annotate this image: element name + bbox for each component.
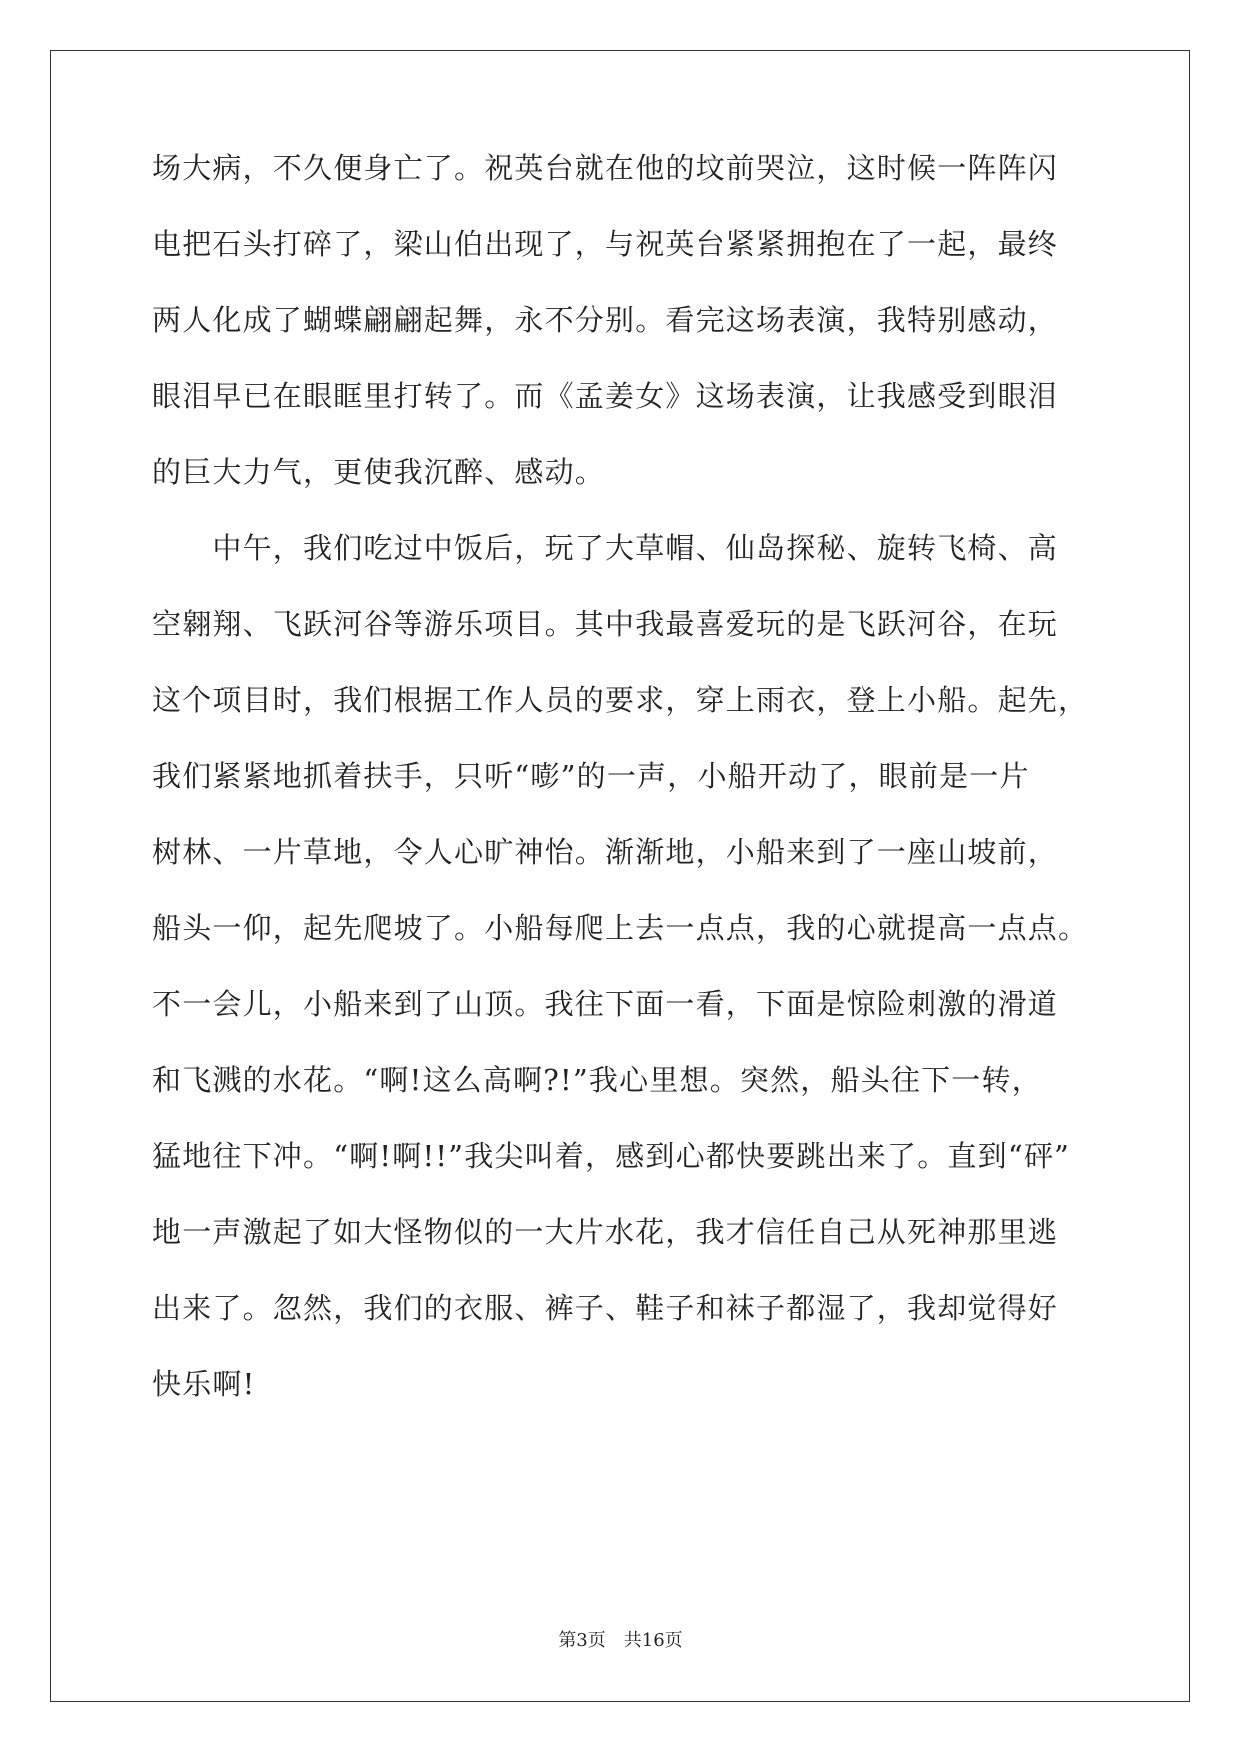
text-line: 地一声激起了如大怪物似的一大片水花，我才信任自己从死神那里逃 — [152, 1215, 1059, 1249]
text-line: 的巨大力气，更使我沉醉、感动。 — [152, 455, 606, 489]
text-line: 我们紧紧地抓着扶手，只听“嘭”的一声，小船开动了，眼前是一片 — [152, 759, 1030, 793]
page-total: 共16页 — [623, 1630, 683, 1651]
text-line: 空翱翔、飞跃河谷等游乐项目。其中我最喜爱玩的是飞跃河谷，在玩 — [152, 607, 1059, 641]
text-line: 快乐啊! — [152, 1367, 256, 1401]
text-line: 电把石头打碎了，梁山伯出现了，与祝英台紧紧拥抱在了一起，最终 — [152, 227, 1059, 261]
text-line: 两人化成了蝴蝶翩翩起舞，永不分别。看完这场表演，我特别感动， — [152, 303, 1059, 337]
text-line: 和飞溅的水花。“啊!这么高啊?!”我心里想。突然，船头往下一转， — [152, 1063, 1042, 1097]
text-line: 场大病，不久便身亡了。祝英台就在他的坟前哭泣，这时候一阵阵闪 — [152, 151, 1059, 185]
text-line: 船头一仰，起先爬坡了。小船每爬上去一点点，我的心就提高一点点。 — [152, 911, 1089, 945]
text-line: 树林、一片草地，令人心旷神怡。渐渐地，小船来到了一座山坡前， — [152, 835, 1059, 869]
page-footer — [0, 1626, 1241, 1652]
text-line: 不一会儿，小船来到了山顶。我往下面一看，下面是惊险刺激的滑道 — [152, 987, 1059, 1021]
text-line: 出来了。忽然，我们的衣服、裤子、鞋子和袜子都湿了，我却觉得好 — [152, 1291, 1059, 1325]
text-line: 猛地往下冲。“啊!啊!!”我尖叫着，感到心都快要跳出来了。直到“砰” — [152, 1139, 1071, 1173]
text-line: 眼泪早已在眼眶里打转了。而《孟姜女》这场表演，让我感受到眼泪 — [152, 379, 1059, 413]
text-line: 这个项目时，我们根据工作人员的要求，穿上雨衣，登上小船。起先， — [152, 683, 1089, 717]
page-number: 第3页 — [558, 1630, 606, 1651]
text-line: 中午，我们吃过中饭后，玩了大草帽、仙岛探秘、旋转飞椅、高 — [152, 531, 1059, 565]
page-border — [50, 50, 1190, 1702]
